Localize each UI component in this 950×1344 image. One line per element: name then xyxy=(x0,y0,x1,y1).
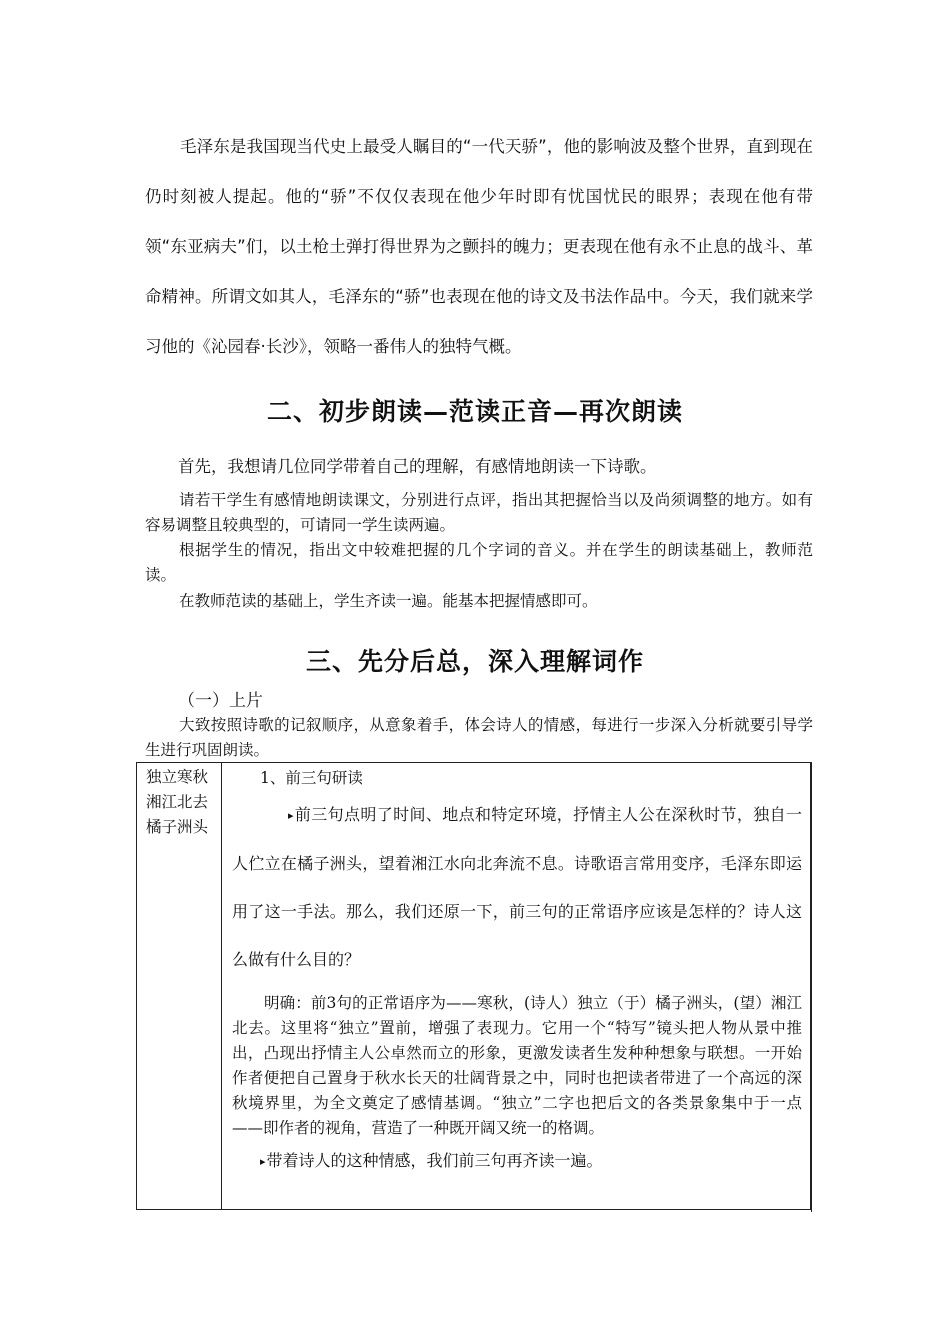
table-outer-edge xyxy=(811,762,812,1212)
triangle-bullet-icon: ▸ xyxy=(288,809,294,822)
section-two-lead: 首先，我想请几位同学带着自己的理解，有感情地朗读一下诗歌。 xyxy=(178,457,657,476)
intro-paragraph: 毛泽东是我国现当代史上最受人瞩目的“一代天骄”，他的影响波及整个世界，直到现在仍时刻被人提起。他的“骄”不仅仅表现在他少年时即有忧国忧民的眼界；表现在他有带领“东亚病夫”们，以土枪土弹打得世界为之颤抖的魄力；更表现在他有永不止息的战斗、革命精神。所谓文如其人，毛泽东的“骄”也表现在他的诗文及书法作品中。今天，我们就来学习他的《沁园春·长沙》，领略一番伟人的独特气概。 xyxy=(145,137,813,356)
analysis-title: 1、前三句研读 xyxy=(260,769,363,787)
reading-instruction-text: 带着诗人的这种情感，我们前三句再齐读一遍。 xyxy=(266,1151,603,1170)
verse-column xyxy=(137,763,222,1209)
section-two-paragraph-3: 在教师范读的基础上，学生齐读一遍。能基本把握情感即可。 xyxy=(179,592,598,610)
verse-line-3: 橘子洲头 xyxy=(146,818,209,836)
section-two-paragraph-1: 请若干学生有感情地朗读课文，分别进行点评，指出其把握恰当以及尚须调整的地方。如有容易调整且较典型的，可请同一学生读两遍。 xyxy=(145,491,813,534)
analysis-column xyxy=(222,763,810,1209)
verse-line-1: 独立寒秋 xyxy=(146,768,209,786)
section-two-heading: 二、初步朗读—范读正音—再次朗读 xyxy=(266,397,683,426)
analysis-table xyxy=(136,762,811,1210)
section-three-paragraph: 大致按照诗歌的记叙顺序，从意象着手，体会诗人的情感，每进行一步深入分析就要引导学生进行巩固朗读。 xyxy=(145,716,813,759)
triangle-bullet-icon: ▸ xyxy=(260,1155,266,1168)
section-three-subheading: （一）上片 xyxy=(178,691,263,711)
section-three-heading: 三、先分后总，深入理解词作 xyxy=(305,647,644,676)
section-two-paragraph-2: 根据学生的情况，指出文中较难把握的几个字词的音义。并在学生的朗读基础上，教师范读。 xyxy=(145,541,813,584)
verse-line-2: 湘江北去 xyxy=(146,793,209,811)
reading-instruction xyxy=(260,1148,603,1171)
analysis-question xyxy=(232,791,802,984)
analysis-answer: 明确：前3句的正常语序为——寒秋，(诗人）独立（于）橘子洲头，(望）湘江北去。这里将“独立”置前，增强了表现力。它用一个“特写”镜头把人物从景中推出，凸现出抒情主人公卓然而立的形象，更激发读者生发种种想象与联想。一开始作者便把自己置身于秋水长天的壮阔背景之中，同时也把读者带进了一个高远的深秋境界里，为全文奠定了感情基调。“独立”二字也把后文的各类景象集中于一点——即作者的视角，营造了一种既开阔又统一的格调。 xyxy=(232,994,802,1137)
analysis-question-text: 前三句点明了时间、地点和特定环境，抒情主人公在深秋时节，独自一人伫立在橘子洲头，望着湘江水向北奔流不息。诗歌语言常用变序，毛泽东即运用了这一手法。那么，我们还原一下，前三句的正常语序应该是怎样的？诗人这么做有什么目的？ xyxy=(232,805,802,969)
